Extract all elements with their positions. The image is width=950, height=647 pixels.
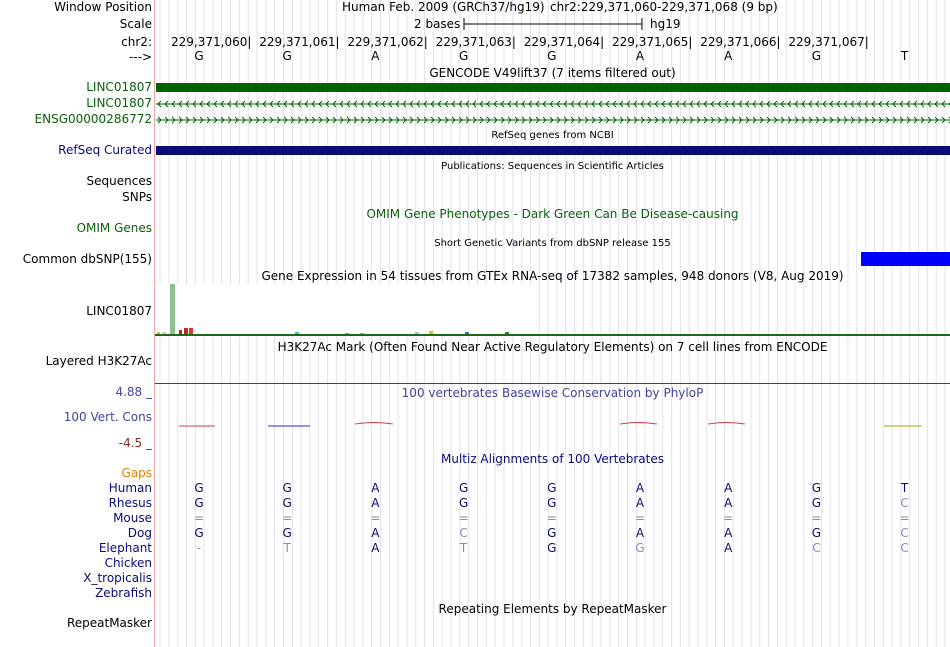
aligned-base: A [371, 481, 380, 495]
h3k27ac-baseline [155, 383, 950, 384]
aligned-base: = [546, 511, 557, 525]
aligned-base: C [900, 526, 909, 540]
aligned-base: A [635, 481, 645, 495]
aligned-base: = [634, 511, 646, 525]
coordinate-label: 229,371,064| [523, 35, 605, 49]
cons-signal-plot[interactable] [155, 418, 950, 432]
cons-min-value: -4.5 _ [118, 436, 152, 450]
aligned-base: = [899, 511, 910, 525]
aligned-base: = [458, 511, 469, 525]
pubs-track-title: Publications: Sequences in Scientific Articles [441, 161, 664, 172]
aligned-base: G [811, 496, 822, 510]
aligned-base: G [282, 526, 292, 540]
aligned-base: = [282, 511, 293, 525]
aligned-base: - [196, 541, 202, 555]
aligned-base: G [811, 526, 822, 540]
aligned-base: G [282, 481, 292, 495]
common-dbsnp-label[interactable]: Common dbSNP(155) [22, 252, 152, 266]
cons-track-title: 100 vertebrates Basewise Conservation by PhyloP [401, 386, 704, 400]
aligned-base: T [459, 541, 468, 555]
gencode-item-linc01807-2[interactable]: LINC01807 [86, 96, 152, 110]
scale-label: Scale [119, 17, 152, 31]
aligned-base: A [724, 526, 733, 540]
gtex-expression-chart[interactable] [155, 284, 950, 338]
aligned-base: G [458, 481, 469, 495]
aligned-base: G [458, 496, 469, 510]
aligned-base: G [547, 496, 557, 510]
aligned-base: G [811, 481, 822, 495]
strand-label: ---> [128, 50, 152, 64]
species-label[interactable]: Chicken [104, 556, 152, 570]
aligned-base: G [194, 526, 204, 540]
aligned-base: C [900, 496, 909, 510]
gaps-label[interactable]: Gaps [121, 466, 152, 480]
repeat-track-title: Repeating Elements by RepeatMasker [438, 602, 667, 616]
repeatmasker-label[interactable]: RepeatMasker [66, 616, 152, 630]
scale-bar [462, 17, 644, 31]
refseq-track-title: RefSeq genes from NCBI [491, 130, 614, 141]
aligned-base: T [283, 541, 291, 555]
reference-base: A [724, 49, 733, 63]
omim-genes-label[interactable]: OMIM Genes [76, 221, 152, 235]
aligned-base: G [547, 481, 557, 495]
aligned-base: A [371, 541, 380, 555]
aligned-base: = [193, 511, 205, 525]
coordinate-label: 229,371,067| [788, 35, 869, 49]
reference-base: G [194, 49, 204, 63]
reference-base: A [635, 49, 645, 63]
coordinate-label: 229,371,065| [612, 35, 693, 49]
coordinate-label: 229,371,066| [700, 35, 781, 49]
gtex-track-title: Gene Expression in 54 tissues from GTEx RNA-seq of 17382 samples, 948 donors (V8, Aug 2019) [261, 269, 844, 283]
aligned-base: A [635, 496, 645, 510]
species-label[interactable]: Rhesus [108, 496, 152, 510]
aligned-base: A [371, 496, 380, 510]
gencode-item-ensg[interactable]: ENSG00000286772 [34, 112, 152, 126]
scale-bar-text: 2 bases [414, 17, 461, 31]
aligned-base: G [194, 496, 204, 510]
aligned-base: A [635, 526, 645, 540]
species-label[interactable]: Mouse [113, 511, 152, 525]
aligned-base: G [635, 541, 645, 555]
reference-base: A [371, 49, 380, 63]
aligned-base: G [282, 496, 292, 510]
reference-base: G [811, 49, 822, 63]
cons-max-value: 4.88 _ [115, 385, 152, 399]
aligned-base: A [724, 496, 733, 510]
aligned-base: A [371, 526, 380, 540]
window-position-label: Window Position [54, 0, 152, 14]
sequences-label[interactable]: Sequences [86, 174, 152, 188]
reference-base: T [900, 49, 909, 63]
aligned-base: A [724, 481, 733, 495]
chrom-label: chr2: [121, 35, 152, 49]
gencode-gene-bar[interactable] [156, 83, 950, 92]
gtex-gene-label[interactable]: LINC01807 [86, 304, 152, 318]
species-label[interactable]: Dog [127, 526, 152, 540]
aligned-base: G [194, 481, 204, 495]
position-readout: chr2:229,371,060-229,371,068 (9 bp) [550, 0, 778, 14]
gencode-transcript-forward[interactable] [156, 115, 950, 125]
aligned-base: = [723, 511, 734, 525]
aligned-base: C [459, 526, 468, 540]
reference-base: G [547, 49, 557, 63]
aligned-base: = [370, 511, 381, 525]
coordinate-label: 229,371,061| [259, 35, 340, 49]
cons-track-label[interactable]: 100 Vert. Cons [63, 410, 152, 424]
assembly-title: Human Feb. 2009 (GRCh37/hg19) [342, 0, 545, 14]
coordinate-label: 229,371,063| [435, 35, 516, 49]
dbsnp-track-title: Short Genetic Variants from dbSNP release 155 [434, 238, 671, 249]
species-label[interactable]: Human [108, 481, 152, 495]
gencode-item-linc01807[interactable]: LINC01807 [86, 80, 152, 94]
h3k27ac-track-title: H3K27Ac Mark (Often Found Near Active Regulatory Elements) on 7 cell lines from ENCODE [277, 340, 828, 354]
h3k27ac-label[interactable]: Layered H3K27Ac [45, 354, 152, 368]
scale-db: hg19 [650, 17, 681, 31]
gencode-transcript-reverse[interactable] [156, 99, 950, 109]
aligned-base: C [812, 541, 821, 555]
coordinate-label: 229,371,062| [347, 35, 428, 49]
refseq-curated-label[interactable]: RefSeq Curated [58, 143, 152, 157]
reference-base: G [458, 49, 469, 63]
omim-track-title: OMIM Gene Phenotypes - Dark Green Can Be Disease-causing [366, 207, 739, 221]
species-label[interactable]: Zebrafish [95, 586, 152, 600]
aligned-base: T [900, 481, 909, 495]
species-label[interactable]: Elephant [98, 541, 152, 555]
aligned-base: A [724, 541, 733, 555]
aligned-base: = [811, 511, 822, 525]
gencode-track-title: GENCODE V49lift37 (7 items filtered out) [429, 66, 676, 80]
aligned-base: G [547, 526, 557, 540]
reference-base: G [282, 49, 292, 63]
aligned-base: C [900, 541, 909, 555]
coordinate-label: 229,371,060| [171, 35, 252, 49]
multiz-track-title: Multiz Alignments of 100 Vertebrates [440, 452, 665, 466]
snps-label[interactable]: SNPs [122, 190, 152, 204]
species-label[interactable]: X_tropicalis [83, 571, 152, 585]
refseq-gene-bar[interactable] [156, 146, 950, 155]
dbsnp-variant-block[interactable] [861, 252, 950, 266]
aligned-base: G [547, 541, 557, 555]
